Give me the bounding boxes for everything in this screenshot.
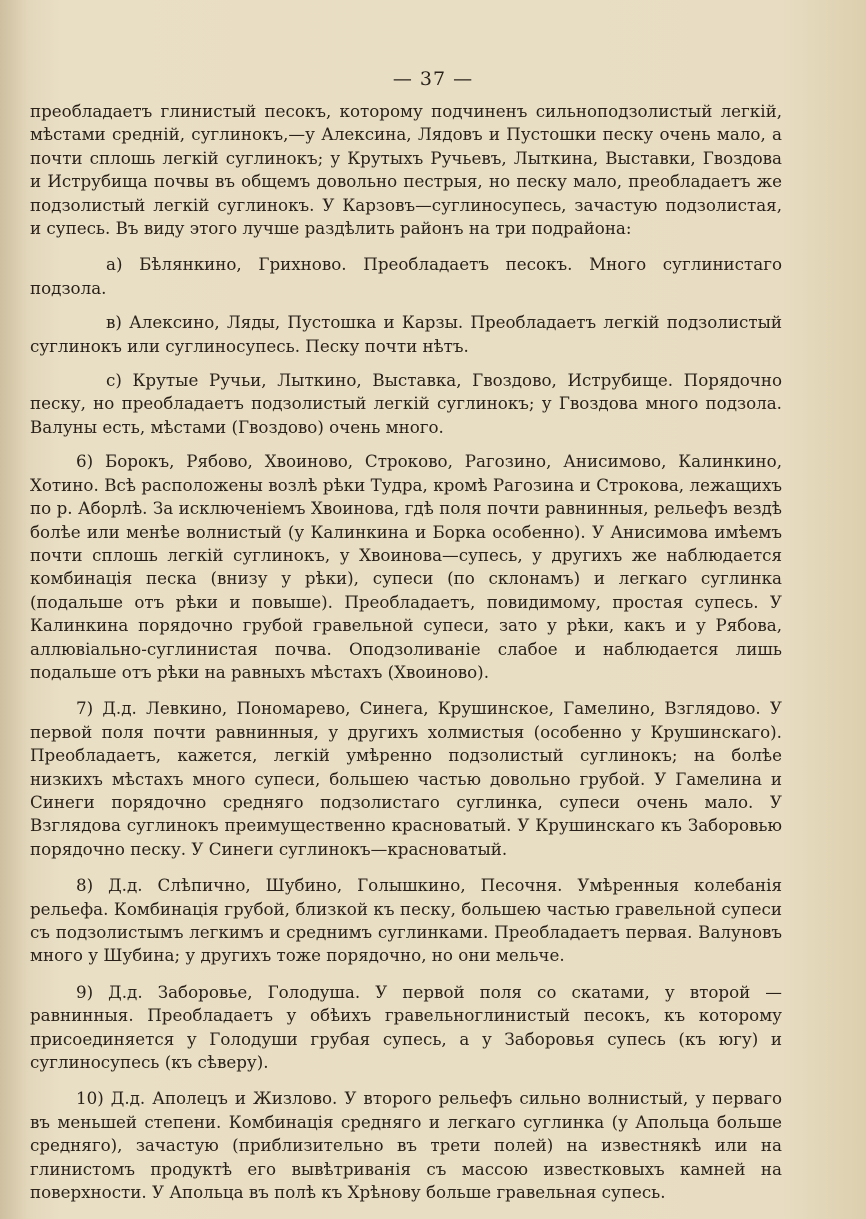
- subregion-b-text: в) Алексино, Ляды, Пустошка и Карзы. Преобладаетъ легкій подзолистый суглинокъ или суглиносупесь. Песку почти нѣтъ.: [30, 312, 782, 356]
- subregion-c-text: с) Крутые Ручьи, Лыткино, Выставка, Гвоздово, Иструбище. Порядочно песку, но преобладаетъ подзолистый легкій суглинокъ; у Гвоздова много подзола. Валуны есть, мѣстами (Гвоздово) очень много.: [30, 370, 782, 437]
- paragraph-9: 9) Д.д. Заборовье, Голодуша. У первой поля со скатами, у второй — равнинныя. Преобладаетъ у обѣихъ гравельноглинистый песокъ, къ которому присоединяется у Голодуши грубая супесь, а у Заборовья супесь (къ югу) и суглиносупесь (къ сѣверу).: [30, 981, 782, 1073]
- page-body: [30, 100, 782, 1217]
- subregion-b: [30, 311, 782, 358]
- paragraph-10: 10) Д.д. Аполецъ и Жизлово. У второго рельефъ сильно волнистый, у перваго въ меньшей степени. Комбинація средняго и легкаго суглинка (у Апольца больше средняго), зачастую (приблизительно въ трети полей) на известнякѣ или на глинистомъ продуктѣ его вывѣтриванія съ массою известковыхъ камней на поверхности. У Апольца въ полѣ къ Хрѣнову больше гравельная супесь.: [30, 1088, 782, 1203]
- page-number: — 37 —: [392, 68, 474, 90]
- subregion-a: [30, 253, 782, 300]
- subregion-c: [30, 369, 782, 439]
- paragraph-intro: преобладаетъ глинистый песокъ, которому подчиненъ сильноподзолистый легкій, мѣстами средній, суглинокъ,—у Алексина, Лядовъ и Пустошки песку очень мало, а почти сплошь легкій суглинокъ; у Крутыхъ Ручьевъ, Лыткина, Выставки, Гвоздова и Иструбища почвы въ общемъ довольно пестрыя, но песку мало, преобладаетъ же подзолистый легкій суглинокъ. У Карзовъ—суглиносупесь, зачастую подзолистая, и супесь. Въ виду этого лучше раздѣлить районъ на три подрайона:: [30, 101, 782, 239]
- subregion-a-text: а) Бѣлянкино, Грихново. Преобладаетъ песокъ. Много суглинистаго подзола.: [30, 254, 782, 298]
- paragraph-8: 8) Д.д. Слѣпично, Шубино, Голышкино, Песочня. Умѣренныя колебанія рельефа. Комбинація грубой, близкой къ песку, большею частью гравельной супеси съ подзолистымъ легкимъ и среднимъ суглинками. Преобладаетъ первая. Валуновъ много у Шубина; у другихъ тоже порядочно, но они мельче.: [30, 875, 782, 966]
- paragraph-6: 6) Борокъ, Рябово, Хвоиново, Строково, Рагозино, Анисимово, Калинкино, Хотино. Всѣ расположены возлѣ рѣки Тудра, кромѣ Рагозина и Строкова, лежащихъ по р. Аборлѣ. За исключеніемъ Хвоинова, гдѣ поля почти равнинныя, рельефъ вездѣ болѣе или менѣе волнистый (у Калинкина и Борка особенно). У Анисимова имѣемъ почти сплошь легкій суглинокъ, у Хвоинова—супесь, у другихъ же наблюдается комбинація песка (внизу у рѣки), супеси (по склонамъ) и легкаго суглинка (подальше отъ рѣки и повыше). Преобладаетъ, повидимому, простая супесь. У Калинкина порядочно грубой гравельной супеси, зато у рѣки, какъ и у Рябова, аллювіально-суглинистая почва. Оподзоливаніе слабое и наблюдается лишь подальше отъ рѣки на равныхъ мѣстахъ (Хвоиново).: [30, 451, 782, 682]
- paragraph-7: 7) Д.д. Левкино, Пономарево, Синега, Крушинское, Гамелино, Взглядово. У первой поля почти равнинныя, у другихъ холмистыя (особенно у Крушинскаго). Преобладаетъ, кажется, легкій умѣренно подзолистый суглинокъ; на болѣе низкихъ мѣстахъ много супеси, большею частью довольно грубой. У Гамелина и Синеги порядочно средняго подзолистаго суглинка, супеси очень мало. У Взглядова суглинокъ преимущественно красноватый. У Крушинскаго къ Заборовью порядочно песку. У Синеги суглинокъ—красноватый.: [30, 698, 782, 859]
